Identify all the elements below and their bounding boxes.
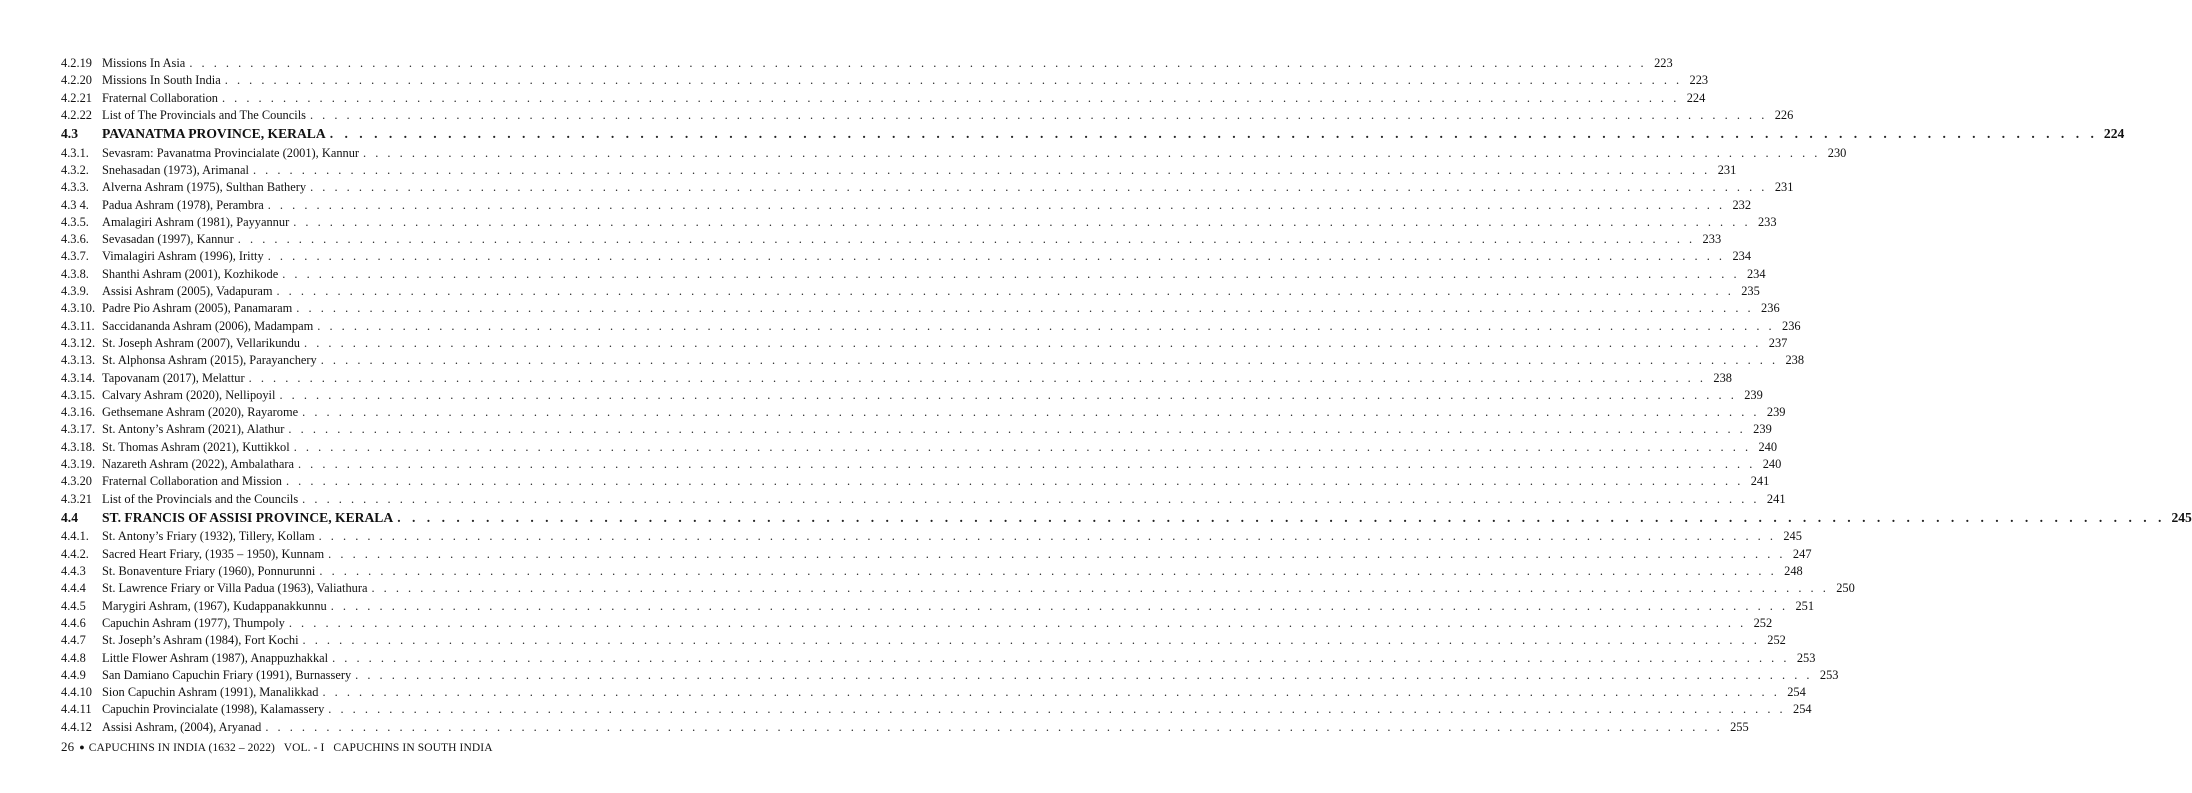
dot-leader: . . . . . . . . . . . . . . . . . . . . . . . . . . . . . . . . . . . . . . . . . . . . . . . . . . . . . . . . . . . . . . . . . . . . . . . . . . . . . . . . . . . . . . . . . . . . . . . . . . . . . . . . . . . . . . . . . . . . . . . . (293, 439, 1752, 454)
dot-leader: . . . . . . . . . . . . . . . . . . . . . . . . . . . . . . . . . . . . . . . . . . . . . . . . . . . . . . . . . . . . . . . . . . . . . . . . . . . . . . . . . . . . . . . . . . . . . . . . . . . . . . . . . . . . . . . . . . . . . . . . (293, 214, 1751, 229)
toc-entry-number: 4.3.17. (61, 422, 96, 437)
toc-entry (61, 352, 1805, 369)
dot-leader: . . . . . . . . . . . . . . . . . . . . . . . . . . . . . . . . . . . . . . . . . . . . . . . . . . . . . . . . . . . . . . . . . . . . . . . . . . . . . . . . . . . . . . . . . . . . . . . . . . . . . . . . . . . . . . . . . . . . . . . . (252, 162, 1711, 177)
toc-entry (61, 580, 1855, 597)
dot-leader: . . . . . . . . . . . . . . . . . . . . . . . . . . . . . . . . . . . . . . . . . . . . . . . . . . . . . . . . . . . . . . . . . . . . . . . . . . . . . . . . . . . . . . . . . . . . . . . . . . . . . . . . . . . . . . . . . . . . . . . . (355, 667, 1813, 682)
toc-entry-number: 4.3.8. (61, 266, 89, 281)
dot-leader: . . . . . . . . . . . . . . . . . . . . . . . . . . . . . . . . . . . . . . . . . . . . . . . . . . . . . . . . . . . . . . . . . . . . . . . . . . . . . . . . . . . . . . . . . . . . . . . . . . . . . . . . . . . . . . . . . . . . . . . . (276, 284, 1734, 299)
toc-entry-title: St. Alphonsa Ashram (2015), Parayanchery (102, 353, 317, 368)
toc-entry-page: 254 (1787, 685, 1806, 700)
toc-entry-page: 230 (1827, 145, 1847, 160)
dot-leader: . . . . . . . . . . . . . . . . . . . . . . . . . . . . . . . . . . . . . . . . . . . . . . . . . . . . . . . . . . . . . . . . . . . . . . . . . . . . . . . . . . . . . . . . . . . . . . . . . . . . . . . . . . . . . . . . . . . . . . . . (397, 509, 2166, 525)
toc-entry-number: 4.2.20 (61, 73, 92, 88)
toc-entry (61, 421, 1772, 438)
toc-entry-number: 4.3.5. (61, 214, 89, 229)
toc-entry-page: 236 (1782, 318, 1801, 333)
toc-entry-page: 252 (1767, 633, 1786, 648)
toc-entry-title: Alverna Ashram (1975), Sulthan Bathery (102, 180, 307, 195)
toc-entry-page: 255 (1730, 719, 1749, 734)
toc-section-heading (61, 124, 2125, 145)
toc-entry (61, 266, 1766, 283)
toc-entry-number: 4.4.10 (61, 685, 92, 700)
toc-entry (61, 563, 1803, 580)
toc-entry-title: Gethsemane Ashram (2020), Rayarome (102, 405, 299, 420)
toc-entry-title: Calvary Ashram (2020), Nellipoyil (102, 387, 276, 402)
toc-entry-number: 4.4.5 (61, 598, 86, 613)
toc-entry (61, 439, 1778, 456)
dot-leader: . . . . . . . . . . . . . . . . . . . . . . . . . . . . . . . . . . . . . . . . . . . . . . . . . . . . . . . . . . . . . . . . . . . . . . . . . . . . . . . . . . . . . . . . . . . . . . . . . . . . . . . . . . . . . . . . . . . . . . . . (296, 301, 1754, 316)
toc-entry-number: 4.4.6 (61, 615, 86, 630)
toc-entry (61, 90, 1706, 107)
dot-leader: . . . . . . . . . . . . . . . . . . . . . . . . . . . . . . . . . . . . . . . . . . . . . . . . . . . . . . . . . . . . . . . . . . . . . . . . . . . . . . . . . . . . . . . . . . . . . . . . . . . . . . . . . . . . . . . . . . . . . . . . (267, 249, 1726, 264)
toc-entry-title: Shanthi Ashram (2001), Kozhikode (102, 266, 279, 281)
toc-entry-number: 4.3.2. (61, 162, 89, 177)
toc-entry-page: 251 (1795, 598, 1815, 613)
toc-entry (61, 701, 1812, 718)
toc-entry-number: 4.4.3 (61, 564, 86, 579)
dot-leader: . . . . . . . . . . . . . . . . . . . . . . . . . . . . . . . . . . . . . . . . . . . . . . . . . . . . . . . . . . . . . . . . . . . . . . . . . . . . . . . . . . . . . . . . . . . . . . . . . . . . . . . . . . . . . . . . . . . . . . . . (304, 335, 1762, 350)
toc-entry-number: 4.4.9 (61, 667, 86, 682)
toc-entry-title: St. Joseph Ashram (2007), Vellarikundu (102, 335, 301, 350)
dot-leader: . . . . . . . . . . . . . . . . . . . . . . . . . . . . . . . . . . . . . . . . . . . . . . . . . . . . . . . . . . . . . . . . . . . . . . . . . . . . . . . . . . . . . . . . . . . . . . . . . . . . . . . . . . . . . . . . . . . . . . . . (328, 702, 1786, 717)
toc-entry-title: List of the Provincials and the Councils (102, 491, 299, 506)
toc-entry-number: 4.4.7 (61, 633, 86, 648)
toc-entry-page: 239 (1766, 405, 1786, 420)
toc-entry-number: 4.3 4. (61, 197, 89, 212)
toc-entry-page: 234 (1732, 249, 1752, 264)
toc-entry-title: Marygiri Ashram, (1967), Kudappanakkunnu (102, 598, 327, 613)
dot-leader: . . . . . . . . . . . . . . . . . . . . . . . . . . . . . . . . . . . . . . . . . . . . . . . . . . . . . . . . . . . . . . . . . . . . . . . . . . . . . . . . . . . . . . . . . . . . . . . . . . . . . . . . . . . . . . . . . . . . . . . . (221, 90, 1680, 105)
toc-entry-number: 4.4.11 (61, 702, 92, 717)
dot-leader: . . . . . . . . . . . . . . . . . . . . . . . . . . . . . . . . . . . . . . . . . . . . . . . . . . . . . . . . . . . . . . . . . . . . . . . . . . . . . . . . . . . . . . . . . . . . . . . . . . . . . . . . . . . . . . . . . . . . . . . . (371, 581, 1829, 596)
toc-entry-page: 241 (1750, 474, 1770, 489)
dot-leader: . . . . . . . . . . . . . . . . . . . . . . . . . . . . . . . . . . . . . . . . . . . . . . . . . . . . . . . . . . . . . . . . . . . . . . . . . . . . . . . . . . . . . . . . . . . . . . . . . . . . . . . . . . . . . . . . . . . . . . . . (288, 615, 1747, 630)
toc-entry-title: Sevasadan (1997), Kannur (102, 232, 234, 247)
toc-entry-number: 4.4 (61, 509, 78, 525)
dot-leader: . . . . . . . . . . . . . . . . . . . . . . . . . . . . . . . . . . . . . . . . . . . . . . . . . . . . . . . . . . . . . . . . . . . . . . . . . . . . . . . . . . . . . . . . . . . . . . . . . . . . . . . . . . . . . . . . . . . . . . . . (318, 529, 1776, 544)
toc-entry-number: 4.2.19 (61, 56, 92, 70)
toc-entry (61, 335, 1788, 352)
toc-entry-number: 4.4.1. (61, 529, 89, 544)
dot-leader: . . . . . . . . . . . . . . . . . . . . . . . . . . . . . . . . . . . . . . . . . . . . . . . . . . . . . . . . . . . . . . . . . . . . . . . . . . . . . . . . . . . . . . . . . . . . . . . . . . . . . . . . . . . . . . . . . . . . . . . . (285, 474, 1744, 489)
toc-entry (61, 231, 1722, 248)
toc-entry (61, 197, 1752, 214)
toc-entry-number: 4.3.18. (61, 439, 96, 454)
toc-entry-number: 4.3.10. (61, 301, 96, 316)
toc-entry-page: 233 (1702, 232, 1722, 247)
dot-leader: . . . . . . . . . . . . . . . . . . . . . . . . . . . . . . . . . . . . . . . . . . . . . . . . . . . . . . . . . . . . . . . . . . . . . . . . . . . . . . . . . . . . . . . . . . . . . . . . . . . . . . . . . . . . . . . . . . . . . . . . (302, 633, 1760, 648)
toc-entry-title: St. Antony’s Friary (1932), Tillery, Kollam (102, 529, 315, 544)
toc-entry-title: Fraternal Collaboration (102, 90, 218, 105)
toc-entry-title: San Damiano Capuchin Friary (1991), Burnassery (102, 667, 352, 682)
toc-entry-page: 253 (1819, 667, 1839, 682)
toc-entry (61, 650, 1816, 667)
toc-entry-number: 4.3.21 (61, 491, 92, 506)
page-number: 26 (61, 739, 75, 754)
dot-leader: . . . . . . . . . . . . . . . . . . . . . . . . . . . . . . . . . . . . . . . . . . . . . . . . . . . . . . . . . . . . . . . . . . . . . . . . . . . . . . . . . . . . . . . . . . . . . . . . . . . . . . . . . . . . . . . . . . . . . . . . (363, 145, 1821, 160)
toc-entry (61, 528, 1802, 545)
dot-leader: . . . . . . . . . . . . . . . . . . . . . . . . . . . . . . . . . . . . . . . . . . . . . . . . . . . . . . . . . . . . . . . . . . . . . . . . . . . . . . . . . . . . . . . . . . . . . . . . . . . . . . . . . . . . . . . . . . . . . . . . (224, 73, 1683, 88)
toc-entry (61, 214, 1777, 231)
toc-entry-page: 254 (1793, 702, 1812, 717)
toc-entry-title: Tapovanam (2017), Melattur (102, 370, 245, 385)
toc-entry-page: 245 (1783, 529, 1802, 544)
dot-leader: . . . . . . . . . . . . . . . . . . . . . . . . . . . . . . . . . . . . . . . . . . . . . . . . . . . . . . . . . . . . . . . . . . . . . . . . . . . . . . . . . . . . . . . . . . . . . . . . . . . . . . . . . . . . . . . . . . . . . . . . (309, 107, 1768, 122)
toc-entry-page: 226 (1774, 107, 1794, 122)
toc-entry-title: Snehasadan (1973), Arimanal (102, 162, 249, 177)
toc-entry-number: 4.2.22 (61, 107, 92, 122)
dot-leader: . . . . . . . . . . . . . . . . . . . . . . . . . . . . . . . . . . . . . . . . . . . . . . . . . . . . . . . . . . . . . . . . . . . . . . . . . . . . . . . . . . . . . . . . . . . . . . . . . . . . . . . . . . . . . . . . . . . . . . . . (319, 564, 1777, 579)
toc-entry (61, 145, 1847, 162)
toc-entry-number: 4.3.6. (61, 232, 89, 247)
toc-entry (61, 719, 1749, 736)
toc-entry-title: Sacred Heart Friary, (1935 – 1950), Kunnam (102, 546, 325, 561)
toc-entry-title: Padre Pio Ashram (2005), Panamaram (102, 301, 293, 316)
toc-entry-number: 4.4.4 (61, 581, 86, 596)
toc-entry-title: Sion Capuchin Ashram (1991), Manalikkad (102, 685, 319, 700)
bullet-separator-icon: ● (79, 742, 85, 752)
toc-entry (61, 667, 1839, 684)
toc-entry-number: 4.3.13. (61, 353, 96, 368)
toc-entry-title: Capuchin Provincialate (1998), Kalamassery (102, 702, 325, 717)
toc-entry (61, 283, 1760, 300)
toc-entry (61, 456, 1782, 473)
dot-leader: . . . . . . . . . . . . . . . . . . . . . . . . . . . . . . . . . . . . . . . . . . . . . . . . . . . . . . . . . . . . . . . . . . . . . . . . . . . . . . . . . . . . . . . . . . . . . . . . . . . . . . . . . . . . . . . . . . . . . . . . (320, 353, 1779, 368)
toc-entry (61, 248, 1752, 265)
toc-entry-number: 4.3 (61, 126, 78, 142)
toc-entry-page: 236 (1761, 301, 1780, 316)
toc-entry (61, 491, 1786, 508)
table-of-contents (61, 55, 2192, 736)
toc-entry-page: 247 (1792, 546, 1812, 561)
dot-leader: . . . . . . . . . . . . . . . . . . . . . . . . . . . . . . . . . . . . . . . . . . . . . . . . . . . . . . . . . . . . . . . . . . . . . . . . . . . . . . . . . . . . . . . . . . . . . . . . . . . . . . . . . . . . . . . . . . . . . . . . (265, 719, 1723, 734)
toc-entry-number: 4.4.8 (61, 650, 86, 665)
toc-entry-page: 224 (2103, 126, 2125, 142)
toc-entry-number: 4.3.14. (61, 370, 96, 385)
toc-entry-title: Assisi Ashram (2005), Vadapuram (102, 284, 273, 299)
toc-entry-title: St. Joseph’s Ashram (1984), Fort Kochi (102, 633, 299, 648)
toc-entry-title: Missions In South India (102, 73, 221, 88)
toc-entry-number: 4.3.19. (61, 457, 96, 472)
toc-entry (61, 162, 1737, 179)
dot-leader: . . . . . . . . . . . . . . . . . . . . . . . . . . . . . . . . . . . . . . . . . . . . . . . . . . . . . . . . . . . . . . . . . . . . . . . . . . . . . . . . . . . . . . . . . . . . . . . . . . . . . . . . . . . . . . . . . . . . . . . . (279, 387, 1737, 402)
toc-entry-page: 231 (1774, 180, 1794, 195)
toc-entry-page: 245 (2171, 509, 2192, 525)
dot-leader: . . . . . . . . . . . . . . . . . . . . . . . . . . . . . . . . . . . . . . . . . . . . . . . . . . . . . . . . . . . . . . . . . . . . . . . . . . . . . . . . . . . . . . . . . . . . . . . . . . . . . . . . . . . . . . . . . . . . . . . . (302, 405, 1760, 420)
toc-entry-title: PAVANATMA PROVINCE, KERALA (102, 126, 326, 142)
dot-leader: . . . . . . . . . . . . . . . . . . . . . . . . . . . . . . . . . . . . . . . . . . . . . . . . . . . . . . . . . . . . . . . . . . . . . . . . . . . . . . . . . . . . . . . . . . . . . . . . . . . . . . . . . . . . . . . . . . . . . . . . (237, 232, 1696, 247)
toc-entry-page: 234 (1746, 266, 1766, 281)
toc-entry (61, 72, 1709, 89)
toc-entry (61, 546, 1812, 563)
dot-leader: . . . . . . . . . . . . . . . . . . . . . . . . . . . . . . . . . . . . . . . . . . . . . . . . . . . . . . . . . . . . . . . . . . . . . . . . . . . . . . . . . . . . . . . . . . . . . . . . . . . . . . . . . . . . . . . . . . . . . . . . (317, 318, 1775, 333)
dot-leader: . . . . . . . . . . . . . . . . . . . . . . . . . . . . . . . . . . . . . . . . . . . . . . . . . . . . . . . . . . . . . . . . . . . . . . . . . . . . . . . . . . . . . . . . . . . . . . . . . . . . . . . . . . . . . . . . . . . . . . . . (332, 650, 1790, 665)
toc-entry-title: ST. FRANCIS OF ASSISI PROVINCE, KERALA (102, 509, 394, 525)
dot-leader: . . . . . . . . . . . . . . . . . . . . . . . . . . . . . . . . . . . . . . . . . . . . . . . . . . . . . . . . . . . . . . . . . . . . . . . . . . . . . . . . . . . . . . . . . . . . . . . . . . . . . . . . . . . . . . . . . . . . . . . . (297, 457, 1756, 472)
toc-entry-number: 4.3.1. (61, 145, 89, 160)
toc-entry-page: 250 (1836, 581, 1855, 596)
toc-entry-title: Capuchin Ashram (1977), Thumpoly (102, 615, 285, 630)
toc-entry-title: Missions In Asia (102, 56, 186, 70)
dot-leader: . . . . . . . . . . . . . . . . . . . . . . . . . . . . . . . . . . . . . . . . . . . . . . . . . . . . . . . . . . . . . . . . . . . . . . . . . . . . . . . . . . . . . . . . . . . . . . . . . . . . . . . . . . . . . . . . . . . . . . . . (288, 422, 1746, 437)
toc-entry-number: 4.3.20 (61, 474, 92, 489)
toc-entry-page: 239 (1753, 422, 1772, 437)
dot-leader: . . . . . . . . . . . . . . . . . . . . . . . . . . . . . . . . . . . . . . . . . . . . . . . . . . . . . . . . . . . . . . . . . . . . . . . . . . . . . . . . . . . . . . . . . . . . . . . . . . . . . . . . . . . . . . . . . . . . . . . . (282, 266, 1740, 281)
toc-entry-title: St. Lawrence Friary or Villa Padua (1963), Valiathura (102, 581, 368, 596)
toc-entry-title: Amalagiri Ashram (1981), Payyannur (102, 214, 290, 229)
toc-entry-title: Fraternal Collaboration and Mission (102, 474, 282, 489)
toc-entry-title: Assisi Ashram, (2004), Aryanad (102, 719, 262, 734)
toc-entry-title: St. Antony’s Ashram (2021), Alathur (102, 422, 285, 437)
toc-entry-page: 238 (1785, 353, 1805, 368)
toc-entry-page: 232 (1732, 197, 1752, 212)
toc-entry-title: Nazareth Ashram (2022), Ambalathara (102, 457, 294, 472)
toc-entry-page: 240 (1758, 439, 1778, 454)
dot-leader: . . . . . . . . . . . . . . . . . . . . . . . . . . . . . . . . . . . . . . . . . . . . . . . . . . . . . . . . . . . . . . . . . . . . . . . . . . . . . . . . . . . . . . . . . . . . . . . . . . . . . . . . . . . . . . . . . . . . . . . . (322, 685, 1780, 700)
toc-entry-page: 224 (1686, 90, 1706, 105)
toc-entry (61, 684, 1806, 701)
toc-entry-title: Padua Ashram (1978), Perambra (102, 197, 264, 212)
toc-entry-number: 4.4.2. (61, 546, 89, 561)
toc-entry-title: List of The Provincials and The Councils (102, 107, 306, 122)
toc-entry (61, 632, 1786, 649)
toc-entry (61, 387, 1763, 404)
toc-entry-page: 239 (1744, 387, 1763, 402)
toc-entry-number: 4.3.11. (61, 318, 95, 333)
toc-entry (61, 318, 1801, 335)
toc-entry-page: 252 (1753, 615, 1773, 630)
toc-entry-number: 4.3.3. (61, 180, 89, 195)
toc-entry-page: 248 (1784, 564, 1803, 579)
toc-entry-page: 238 (1713, 370, 1732, 385)
dot-leader: . . . . . . . . . . . . . . . . . . . . . . . . . . . . . . . . . . . . . . . . . . . . . . . . . . . . . . . . . . . . . . . . . . . . . . . . . . . . . . . . . . . . . . . . . . . . . . . . . . . . . . . . . . . . . . . . . . . . . . . . (329, 126, 2098, 142)
toc-section-heading (61, 508, 2192, 529)
toc-entry-title: St. Thomas Ashram (2021), Kuttikkol (102, 439, 290, 454)
toc-entry-page: 240 (1762, 457, 1782, 472)
toc-entry (61, 404, 1786, 421)
toc-entry-page: 253 (1796, 650, 1816, 665)
dot-leader: . . . . . . . . . . . . . . . . . . . . . . . . . . . . . . . . . . . . . . . . . . . . . . . . . . . . . . . . . . . . . . . . . . . . . . . . . . . . . . . . . . . . . . . . . . . . . . . . . . . . . . . . . . . . . . . . . . . . . . . . (267, 197, 1726, 212)
toc-entry (61, 473, 1770, 490)
toc-entry-page: 241 (1766, 491, 1786, 506)
toc-entry-number: 4.3.12. (61, 335, 96, 350)
toc-entry (61, 55, 1673, 72)
toc-entry (61, 300, 1780, 317)
page-footer (61, 739, 493, 755)
toc-entry-title: St. Bonaventure Friary (1960), Ponnurunni (102, 564, 316, 579)
dot-leader: . . . . . . . . . . . . . . . . . . . . . . . . . . . . . . . . . . . . . . . . . . . . . . . . . . . . . . . . . . . . . . . . . . . . . . . . . . . . . . . . . . . . . . . . . . . . . . . . . . . . . . . . . . . . . . . . . . . . . . . . (189, 56, 1647, 70)
toc-entry-page: 235 (1741, 284, 1760, 299)
toc-entry-number: 4.4.12 (61, 719, 92, 734)
toc-entry-page: 231 (1717, 162, 1737, 177)
dot-leader: . . . . . . . . . . . . . . . . . . . . . . . . . . . . . . . . . . . . . . . . . . . . . . . . . . . . . . . . . . . . . . . . . . . . . . . . . . . . . . . . . . . . . . . . . . . . . . . . . . . . . . . . . . . . . . . . . . . . . . . . (310, 180, 1768, 195)
toc-entry-number: 4.2.21 (61, 90, 92, 105)
toc-entry-page: 233 (1757, 214, 1777, 229)
toc-entry (61, 107, 1794, 124)
toc-entry (61, 179, 1794, 196)
toc-entry-title: Little Flower Ashram (1987), Anappuzhakkal (102, 650, 329, 665)
toc-entry-title: Sevasram: Pavanatma Provincialate (2001), Kannur (102, 145, 360, 160)
dot-leader: . . . . . . . . . . . . . . . . . . . . . . . . . . . . . . . . . . . . . . . . . . . . . . . . . . . . . . . . . . . . . . . . . . . . . . . . . . . . . . . . . . . . . . . . . . . . . . . . . . . . . . . . . . . . . . . . . . . . . . . . (328, 546, 1786, 561)
toc-entry-title: Vimalagiri Ashram (1996), Iritty (102, 249, 264, 264)
running-title: CAPUCHINS IN INDIA (1632 – 2022) VOL. - I CAPUCHINS IN SOUTH INDIA (88, 742, 493, 754)
dot-leader: . . . . . . . . . . . . . . . . . . . . . . . . . . . . . . . . . . . . . . . . . . . . . . . . . . . . . . . . . . . . . . . . . . . . . . . . . . . . . . . . . . . . . . . . . . . . . . . . . . . . . . . . . . . . . . . . . . . . . . . . (248, 370, 1706, 385)
dot-leader: . . . . . . . . . . . . . . . . . . . . . . . . . . . . . . . . . . . . . . . . . . . . . . . . . . . . . . . . . . . . . . . . . . . . . . . . . . . . . . . . . . . . . . . . . . . . . . . . . . . . . . . . . . . . . . . . . . . . . . . . (330, 598, 1789, 613)
toc-entry (61, 615, 1773, 632)
toc-entry (61, 370, 1732, 387)
toc-entry-title: Saccidananda Ashram (2006), Madampam (102, 318, 314, 333)
toc-entry-page: 237 (1768, 335, 1788, 350)
toc-entry-page: 223 (1654, 56, 1673, 70)
toc-entry-page: 223 (1689, 73, 1709, 88)
toc-entry-number: 4.3.15. (61, 387, 96, 402)
toc-entry-number: 4.3.7. (61, 249, 89, 264)
dot-leader: . . . . . . . . . . . . . . . . . . . . . . . . . . . . . . . . . . . . . . . . . . . . . . . . . . . . . . . . . . . . . . . . . . . . . . . . . . . . . . . . . . . . . . . . . . . . . . . . . . . . . . . . . . . . . . . . . . . . . . . . (302, 491, 1760, 506)
toc-entry-number: 4.3.16. (61, 405, 96, 420)
toc-entry-number: 4.3.9. (61, 284, 89, 299)
toc-entry (61, 598, 1815, 615)
